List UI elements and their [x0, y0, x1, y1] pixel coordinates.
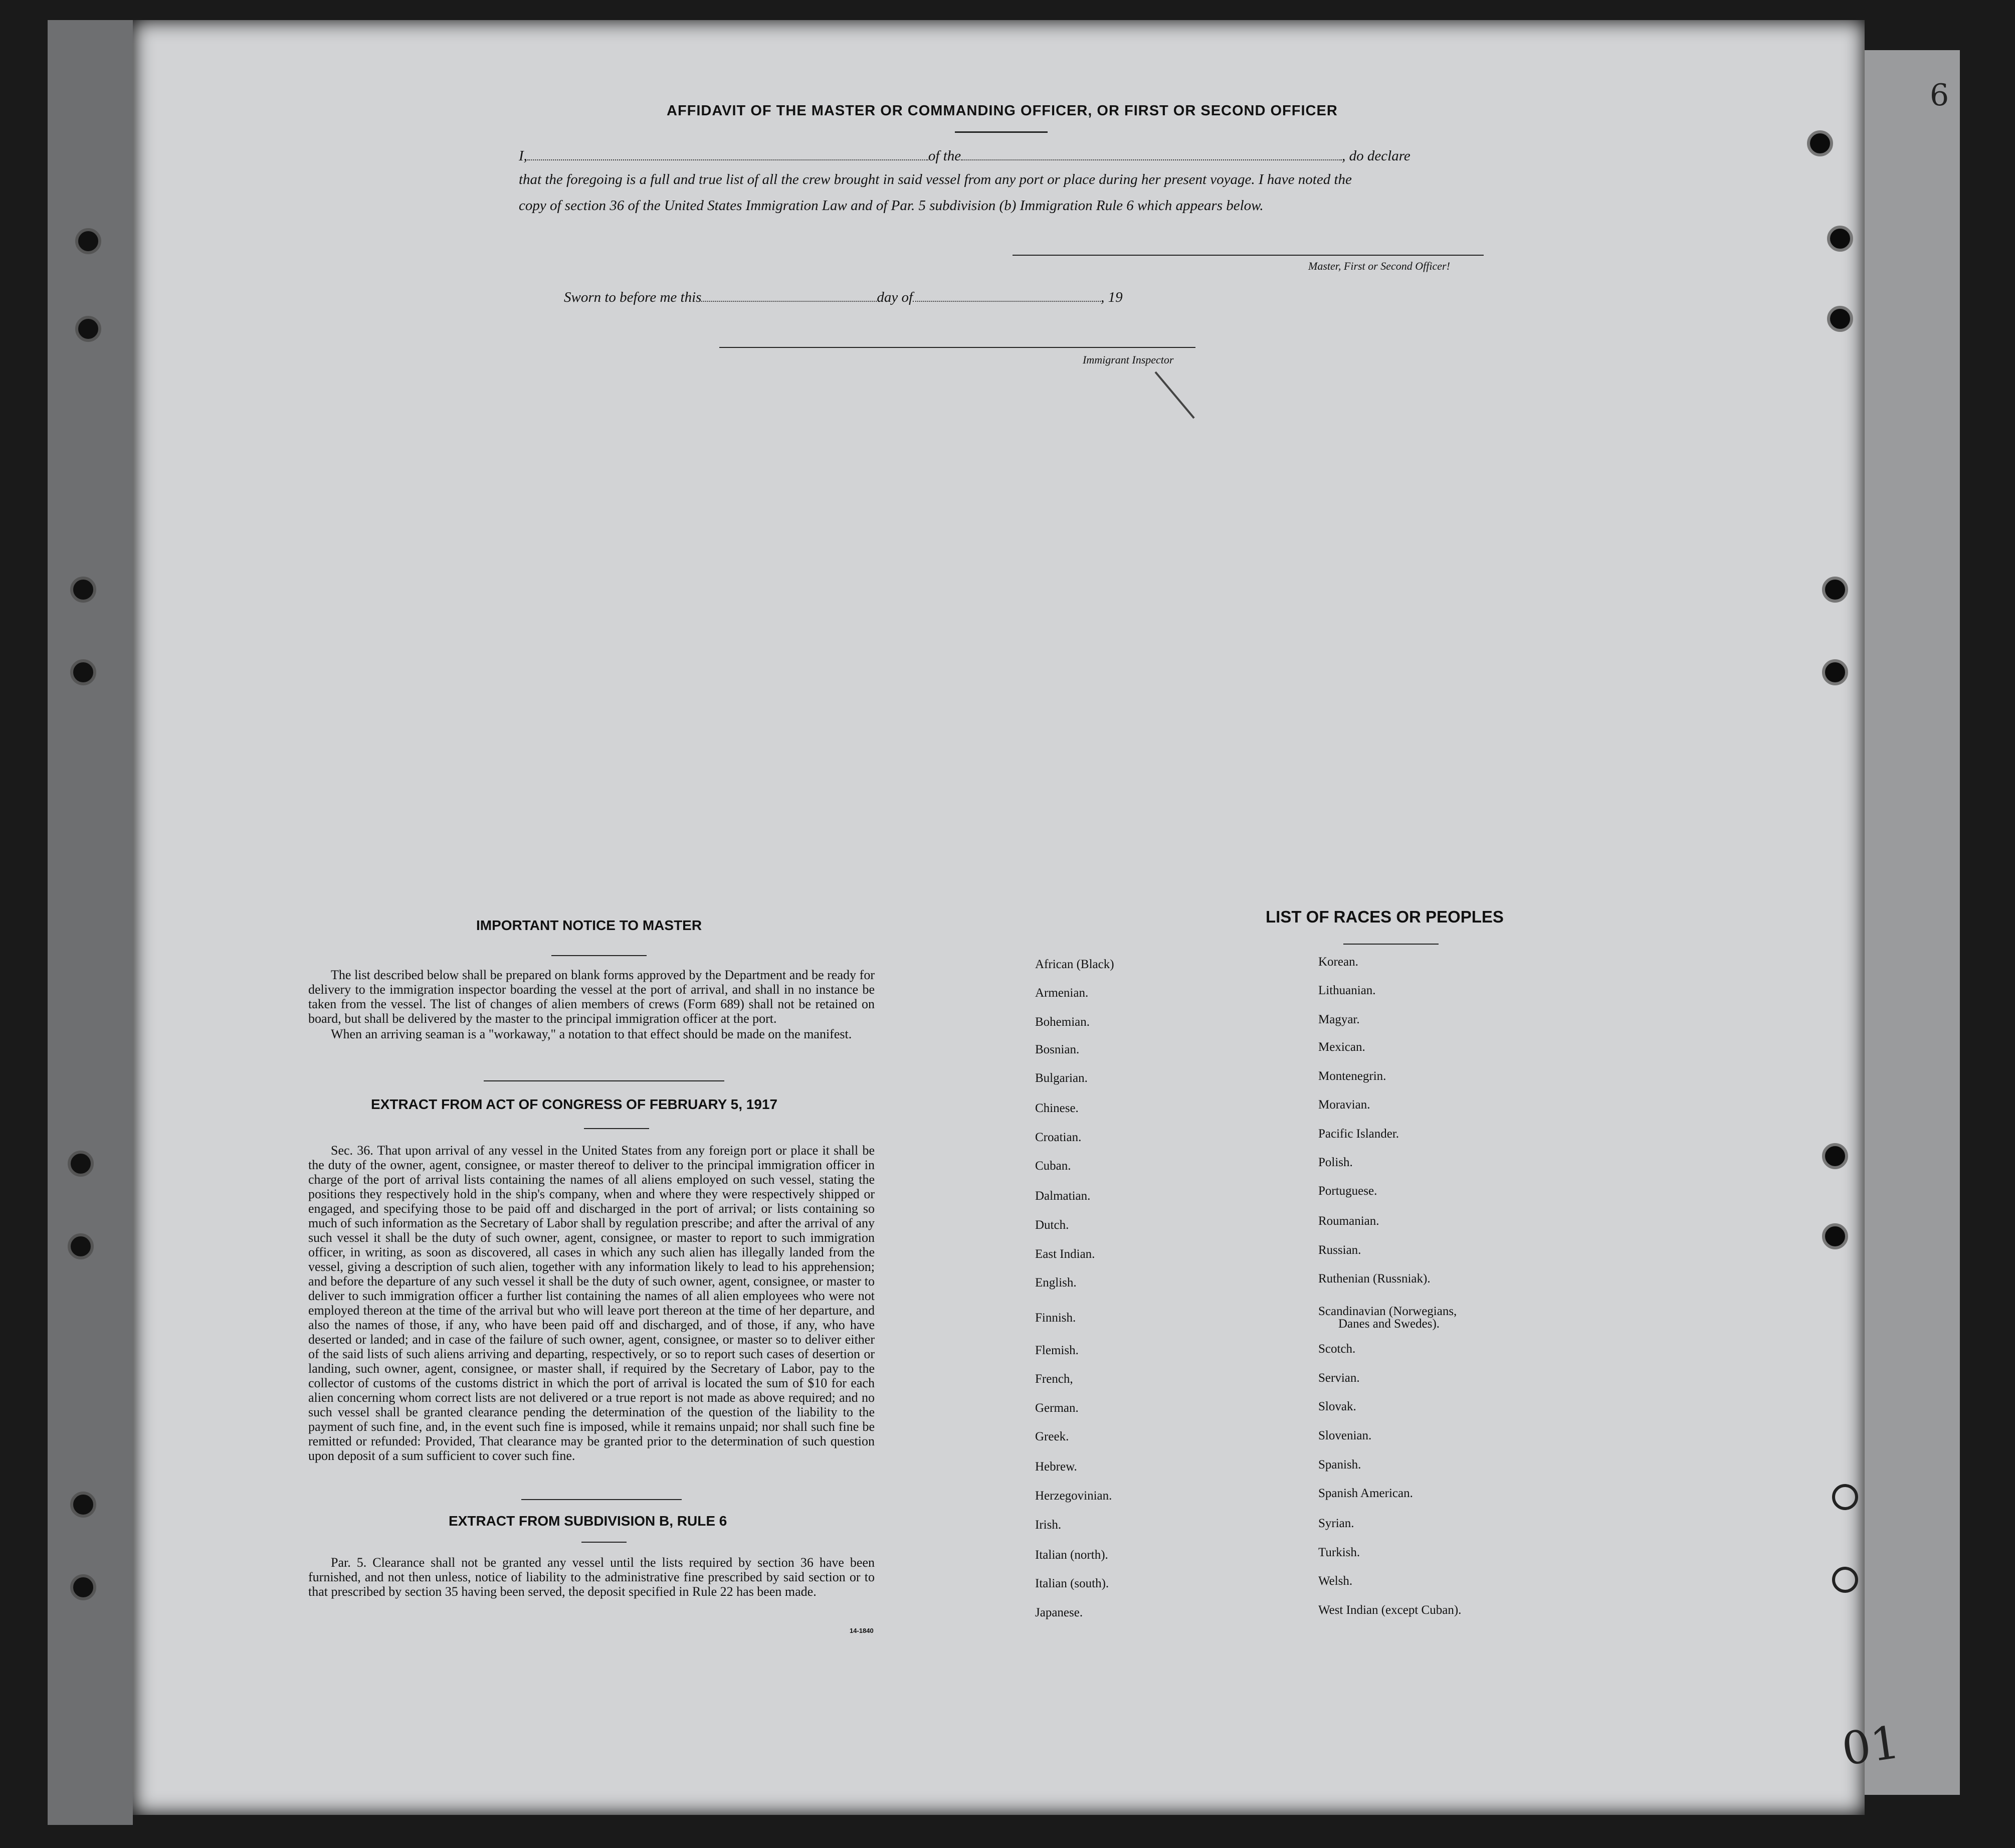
- race-list-item: Lithuanian.: [1318, 984, 1376, 997]
- title-rule: [955, 131, 1048, 133]
- race-list-item: Danes and Swedes).: [1338, 1317, 1440, 1331]
- binder-hole: [70, 1574, 96, 1600]
- race-list-item: Slovenian.: [1318, 1429, 1372, 1442]
- race-list-item: Mexican.: [1318, 1040, 1365, 1054]
- binding-strip: [48, 20, 133, 1825]
- sworn-month-blank[interactable]: [913, 287, 1101, 302]
- race-list-item: Welsh.: [1318, 1574, 1353, 1588]
- affidavit-declare-label: , do declare: [1342, 148, 1410, 164]
- race-list-item: Dalmatian.: [1035, 1189, 1091, 1203]
- race-list-item: Greek.: [1035, 1430, 1069, 1443]
- race-list-item: Scandinavian (Norwegians,: [1318, 1305, 1457, 1318]
- affidavit-title: AFFIDAVIT OF THE MASTER OR COMMANDING OFFICER, OR FIRST OR SECOND OFFICER: [667, 103, 1338, 119]
- punch-hole: [1827, 226, 1853, 252]
- notice-heading: IMPORTANT NOTICE TO MASTER: [476, 917, 702, 933]
- punch-hole: [1822, 659, 1848, 685]
- race-list-item: Bosnian.: [1035, 1043, 1080, 1056]
- race-list-item: Moravian.: [1318, 1098, 1370, 1112]
- race-list-item: Scotch.: [1318, 1342, 1356, 1356]
- race-list-item: Montenegrin.: [1318, 1069, 1386, 1083]
- binder-hole: [68, 1233, 94, 1259]
- binder-hole: [70, 659, 96, 685]
- master-label: Master, First or Second Officer!: [1308, 260, 1450, 272]
- race-list-item: Finnish.: [1035, 1311, 1076, 1325]
- punch-hole: [1822, 577, 1848, 603]
- day-of-label: day of: [877, 289, 913, 305]
- race-list-item: Dutch.: [1035, 1218, 1069, 1232]
- section-rule: [521, 1499, 682, 1500]
- affidavit-line1: [519, 145, 1622, 164]
- binder-hole: [68, 1151, 94, 1177]
- race-list-item: Spanish American.: [1318, 1487, 1413, 1500]
- race-list-item: French,: [1035, 1372, 1073, 1386]
- vessel-blank[interactable]: [961, 145, 1342, 160]
- race-list-item: Japanese.: [1035, 1606, 1083, 1619]
- extract-act-heading: EXTRACT FROM ACT OF CONGRESS OF FEBRUARY 5, 1917: [371, 1096, 778, 1112]
- race-list-item: Flemish.: [1035, 1344, 1079, 1357]
- race-list-item: Herzegovinian.: [1035, 1489, 1112, 1503]
- race-list-item: Hebrew.: [1035, 1460, 1077, 1473]
- race-list-item: Bohemian.: [1035, 1015, 1090, 1029]
- notice-paragraph-1: The list described below shall be prepared on blank forms approved by the Department and be ready for delivery to the immigration inspector boarding the vessel at the port of arrival, and shall in no instance be taken from the vessel. The list of changes of alien members of crews (Form 689) shall not be retained on board, but shall be delivered by the master to the principal immigration officer at the port.: [308, 968, 875, 1026]
- punch-hole: [1832, 1567, 1858, 1593]
- form-number: 14-1840: [850, 1627, 874, 1634]
- punch-hole: [1807, 130, 1833, 156]
- race-list-item: Spanish.: [1318, 1458, 1361, 1471]
- extract-rule-heading: EXTRACT FROM SUBDIVISION B, RULE 6: [449, 1513, 727, 1529]
- pen-stroke-mark: [1154, 372, 1194, 419]
- extract-rule-rule: [581, 1542, 627, 1543]
- races-rule: [1343, 944, 1439, 945]
- year-label: , 19: [1101, 289, 1123, 305]
- race-list-item: Polish.: [1318, 1156, 1353, 1169]
- sworn-line: [564, 287, 1123, 306]
- affidavit-line2: that the foregoing is a full and true list of all the crew brought in said vessel from any port or place during her present voyage. I have noted the: [519, 171, 1352, 188]
- race-list-item: Servian.: [1318, 1371, 1360, 1385]
- inspector-signature-line[interactable]: [719, 347, 1195, 348]
- race-list-item: Irish.: [1035, 1518, 1062, 1532]
- form-page: [133, 20, 1949, 1815]
- race-list-item: English.: [1035, 1276, 1077, 1289]
- race-list-item: Italian (north).: [1035, 1548, 1108, 1562]
- race-list-item: Pacific Islander.: [1318, 1127, 1399, 1141]
- races-heading: LIST OF RACES OR PEOPLES: [1266, 907, 1504, 926]
- extract-rule-text: Par. 5. Clearance shall not be granted any vessel until the lists required by section 36 have been furnished, and not then unless, notice of liability to the administrative fine prescribed by said section or to that prescribed by section 35 having been served, the deposit specified in Rule 22 has been made.: [308, 1555, 875, 1599]
- binder-hole: [70, 1492, 96, 1518]
- race-list-item: German.: [1035, 1401, 1079, 1415]
- handwritten-page-number: 6: [1930, 78, 1949, 113]
- sworn-day-blank[interactable]: [701, 287, 877, 302]
- race-list-item: West Indian (except Cuban).: [1318, 1603, 1462, 1617]
- underlying-page-edge: [1865, 50, 1960, 1795]
- race-list-item: East Indian.: [1035, 1247, 1095, 1261]
- binder-hole: [75, 316, 101, 342]
- race-list-item: Russian.: [1318, 1243, 1361, 1257]
- race-list-item: Armenian.: [1035, 986, 1089, 1000]
- sworn-label: Sworn to before me this: [564, 289, 702, 305]
- affidavit-line3: copy of section 36 of the United States Immigration Law and of Par. 5 subdivision (b) Immigration Rule 6 which appears below.: [519, 198, 1264, 214]
- punch-hole: [1832, 1484, 1858, 1510]
- race-list-item: Korean.: [1318, 955, 1358, 969]
- race-list-item: Croatian.: [1035, 1131, 1082, 1144]
- extract-act-text: Sec. 36. That upon arrival of any vessel in the United States from any foreign port or place it shall be the duty of the owner, agent, consignee, or master thereof to deliver to the principal immigration officer in charge of the port of arrival lists containing the names of all aliens employed on such vessel, stating the positions they respectively hold in the ship's company, when and where they were respectively shipped or engaged, and specifying those to be paid off and discharged in the port of arrival; or lists containing so much of such information as the Secretary of Labor shall by regulation prescribe; and after the arrival of any such vessel it shall be the duty of such owner, agent, consignee, or master to report to such immigration officer, in writing, as soon as discovered, all cases in which any such alien has illegally landed from the vessel, giving a description of such alien, together with any information likely to lead to his apprehension; and before the departure of any such vessel it shall be the duty of such owner, agent, consignee, or master to deliver to such immigration officer a further list containing the names of all alien employees who were not employed thereon at the time of the arrival but who will leave port thereon at the time of her departure, and also the names of those, if any, who have been paid off and discharged, and of those, if any, who have deserted or landed; and in case of the failure of such owner, agent, consignee, or master so to deliver either of the said lists of such aliens arriving and departing, respectively, or so to report such cases of desertion or landing, such owner, agent, consignee, or master shall, if required by the Secretary of Labor, pay to the collector of customs of the customs district in which the port of arrival is located the sum of $10 for each alien concerning whom correct lists are not delivered or a true report is not made as above required; and no such vessel shall be granted clearance pending the determination of the question of the liability to the payment of such fine, and, in the event such fine is imposed, while it remains unpaid; nor shall such fine be remitted or refunded: Provided, That clearance may be granted prior to the determination of such question upon deposit of a sum sufficient to cover such fine.: [308, 1143, 875, 1463]
- notice-rule: [551, 955, 647, 956]
- notice-paragraph-2: When an arriving seaman is a "workaway," a notation to that effect should be made on the manifest.: [331, 1027, 852, 1041]
- section-rule: [484, 1080, 724, 1081]
- handwritten-number: 01: [1839, 1716, 1903, 1776]
- master-signature-line[interactable]: [1013, 255, 1484, 256]
- extract-act-rule: [584, 1128, 649, 1129]
- race-list-item: Cuban.: [1035, 1159, 1071, 1173]
- race-list-item: African (Black): [1035, 958, 1114, 971]
- punch-hole: [1822, 1223, 1848, 1249]
- name-blank[interactable]: [527, 145, 928, 160]
- punch-hole: [1827, 306, 1853, 332]
- race-list-item: Italian (south).: [1035, 1577, 1109, 1590]
- inspector-label: Immigrant Inspector: [1083, 353, 1174, 366]
- race-list-item: Roumanian.: [1318, 1214, 1379, 1228]
- race-list-item: Slovak.: [1318, 1400, 1356, 1413]
- race-list-item: Syrian.: [1318, 1517, 1354, 1530]
- punch-hole: [1822, 1143, 1848, 1169]
- binder-hole: [70, 577, 96, 603]
- race-list-item: Ruthenian (Russniak).: [1318, 1272, 1431, 1285]
- race-list-item: Chinese.: [1035, 1101, 1079, 1115]
- race-list-item: Portuguese.: [1318, 1184, 1377, 1198]
- race-list-item: Magyar.: [1318, 1013, 1360, 1026]
- affidavit-i-label: I,: [519, 148, 527, 164]
- race-list-item: Turkish.: [1318, 1546, 1360, 1559]
- race-list-item: Bulgarian.: [1035, 1071, 1088, 1085]
- affidavit-of-the-label: of the: [928, 148, 961, 164]
- binder-hole: [75, 228, 101, 254]
